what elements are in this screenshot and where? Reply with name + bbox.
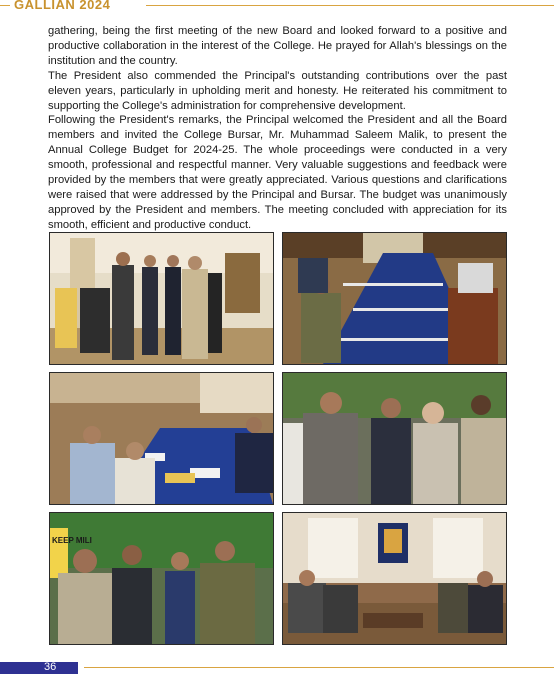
header-rule-left (0, 5, 10, 6)
photo-boardroom-table (282, 232, 507, 365)
page-footer (0, 662, 554, 674)
photo-handshake-greeting (282, 372, 507, 505)
paragraph-1: gathering, being the first meeting of the new Board and looked forward to a positive and productive collaboration in the interest of the College. He prayed for Allah's blessings on the institution and the country. (48, 25, 507, 67)
photo-office-sitting (282, 512, 507, 645)
paragraph-2: The President also commended the Principal's outstanding contributions over the past eleven years, particularly in upholding merit and honesty. He reiterated his commitment to supporting the College's administration for comprehensive development. (48, 69, 507, 112)
page-header (0, 0, 554, 12)
footer-rule (84, 667, 554, 668)
page-number-box (0, 662, 78, 674)
photo-corridor-walk (49, 232, 274, 365)
photo-meeting-in-progress (49, 372, 274, 505)
article-body (48, 24, 507, 233)
page-number: 36 (44, 661, 57, 673)
magazine-title: GALLIAN 2024 (14, 0, 111, 12)
sign-text: KEEP MILI (52, 536, 92, 545)
header-rule-right (146, 5, 554, 6)
photo-outdoor-greeting (49, 512, 274, 645)
paragraph-3: Following the President's remarks, the Principal welcomed the President and all the Board members and invited the College Bursar, Mr. Muhammad Saleem Malik, to present the Annual College Budget for 2024-25. The whole proceedings were conducted in a very smooth, professional and respectful manner. Very valuable suggestions and feedback were provided by the members that were greatly appreciated. Various questions and clarifications were raised that were addressed by the Principal and Bursar. The budget was unanimously approved by the President and members. The meeting concluded with appreciation for its smooth, efficient and productive conduct. (48, 114, 507, 231)
